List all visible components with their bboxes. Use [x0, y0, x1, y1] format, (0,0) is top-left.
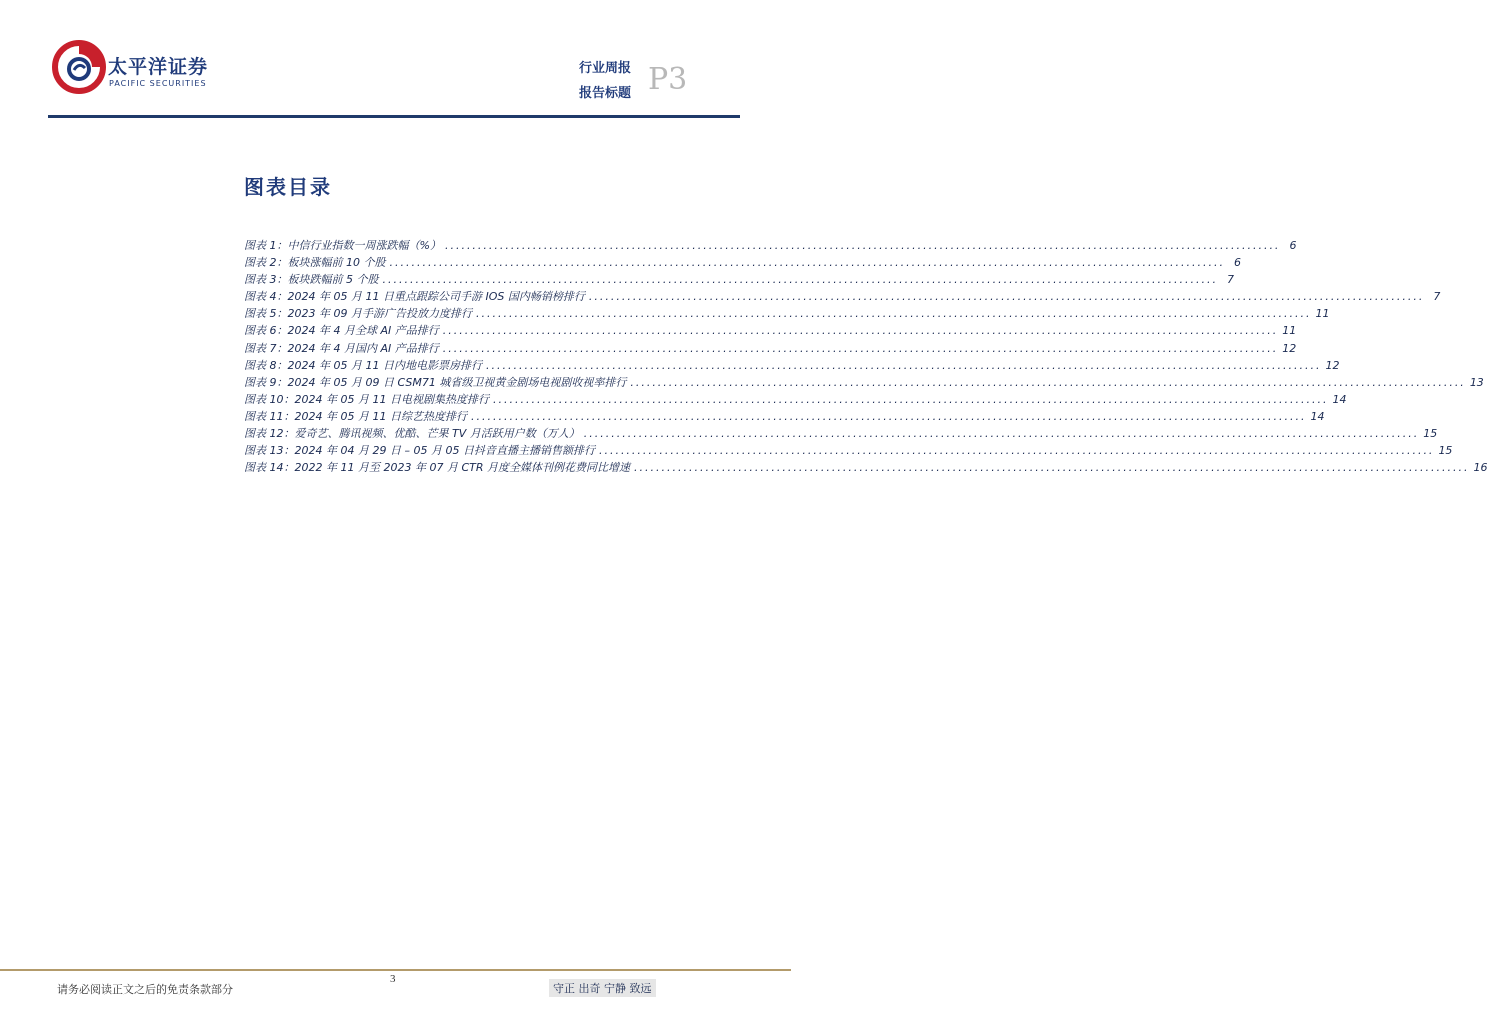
toc-entry-label: 图表 2：板块涨幅前 10 个股: [244, 256, 386, 270]
toc-title: 图表目录: [244, 175, 332, 199]
toc-entry-leader: [599, 444, 1434, 457]
toc-entry-leader: [486, 359, 1321, 372]
toc-entry[interactable]: [244, 288, 1441, 305]
toc-entry-leader: [471, 410, 1306, 423]
toc-entry-page: 11: [1282, 324, 1297, 338]
toc-entry-leader: [443, 342, 1278, 355]
toc-entry[interactable]: [244, 459, 1487, 476]
toc-entry-page: 7: [1226, 273, 1234, 287]
toc-entry-page: 6: [1289, 239, 1297, 252]
footer-motto: 守正 出奇 宁静 致远: [549, 979, 656, 997]
toc-entry-page: 6: [1233, 256, 1241, 270]
toc-entry-label: 图表 14：2022 年 11 月至 2023 年 07 月 CTR 月度全媒体刊例花费同比增速: [244, 461, 630, 475]
footer-divider: [0, 969, 791, 971]
toc-entry-label: 图表 3：板块跌幅前 5 个股: [244, 273, 379, 287]
toc-entry[interactable]: [244, 374, 1484, 391]
toc-entry-page: 16: [1473, 461, 1487, 475]
toc-entry-page: 7: [1433, 290, 1441, 304]
toc-list: [244, 237, 1487, 476]
toc-entry-page: 14: [1310, 409, 1325, 423]
toc-entry-leader: [476, 307, 1311, 320]
toc-entry-label: 图表 12：爱奇艺、腾讯视频、优酷、芒果 TV 月活跃用户数（万人）: [244, 427, 580, 441]
toc-entry-label: 图表 5：2023 年 09 月手游广告投放力度排行: [244, 307, 472, 321]
toc-entry-leader: [493, 393, 1328, 406]
toc-entry[interactable]: [244, 391, 1347, 408]
toc-entry[interactable]: [244, 425, 1438, 442]
header-divider: [48, 115, 740, 118]
toc-entry-label: 图表 4：2024 年 05 月 11 日重点跟踪公司手游 IOS 国内畅销榜排行: [244, 290, 585, 304]
toc-entry-leader: [584, 427, 1419, 440]
toc-entry-leader: [445, 239, 1280, 252]
toc-entry[interactable]: [244, 408, 1325, 425]
logo-chinese-name: 太平洋证券: [108, 56, 209, 78]
pacific-securities-logo-icon: [52, 40, 106, 94]
toc-entry-page: 12: [1325, 358, 1340, 372]
toc-entry[interactable]: [244, 357, 1340, 374]
toc-entry-leader: [630, 376, 1465, 389]
toc-entry-label: 图表 10：2024 年 05 月 11 日电视剧集热度排行: [244, 392, 489, 406]
toc-entry-leader: [634, 461, 1469, 474]
toc-entry-page: 13: [1469, 375, 1484, 389]
toc-entry[interactable]: [244, 442, 1453, 459]
toc-entry-label: 图表 8：2024 年 05 月 11 日内地电影票房排行: [244, 358, 482, 372]
toc-entry-page: 14: [1332, 392, 1347, 406]
logo-english-name: PACIFIC SECURITIES: [109, 79, 207, 88]
report-title: 报告标题: [578, 86, 631, 101]
footer-disclaimer: 请务必阅读正文之后的免责条款部分: [57, 983, 233, 996]
toc-entry-page: 15: [1423, 427, 1438, 441]
toc-entry-leader: [443, 324, 1278, 337]
toc-entry-leader: [390, 256, 1225, 269]
toc-entry-label: 图表 1：中信行业指数一周涨跌幅（%）: [244, 239, 441, 252]
toc-entry-leader: [589, 290, 1424, 303]
toc-entry[interactable]: [244, 254, 1241, 271]
company-logo: [52, 40, 222, 95]
footer-page-number: 3: [390, 973, 396, 985]
report-type: 行业周报: [578, 61, 631, 76]
toc-entry-label: 图表 13：2024 年 04 月 29 日 – 05 月 05 日抖音直播主播销售额排行: [244, 444, 595, 458]
toc-entry-page: 11: [1315, 307, 1330, 321]
toc-entry-leader: [383, 273, 1218, 286]
toc-entry-label: 图表 9：2024 年 05 月 09 日 CSM71 城省级卫视黄金剧场电视剧收视率排行: [244, 375, 627, 389]
toc-entry[interactable]: [244, 322, 1297, 339]
page-mark: P3: [648, 62, 688, 97]
toc-entry[interactable]: [244, 305, 1330, 322]
toc-entry-page: 15: [1438, 444, 1453, 458]
toc-entry[interactable]: [244, 271, 1234, 288]
toc-entry-label: 图表 11：2024 年 05 月 11 日综艺热度排行: [244, 409, 467, 423]
toc-entry-label: 图表 7：2024 年 4 月国内 AI 产品排行: [244, 341, 439, 355]
toc-entry-label: 图表 6：2024 年 4 月全球 AI 产品排行: [244, 324, 439, 338]
toc-entry[interactable]: [244, 340, 1297, 357]
toc-entry-page: 12: [1282, 341, 1297, 355]
toc-entry[interactable]: [244, 237, 1297, 254]
